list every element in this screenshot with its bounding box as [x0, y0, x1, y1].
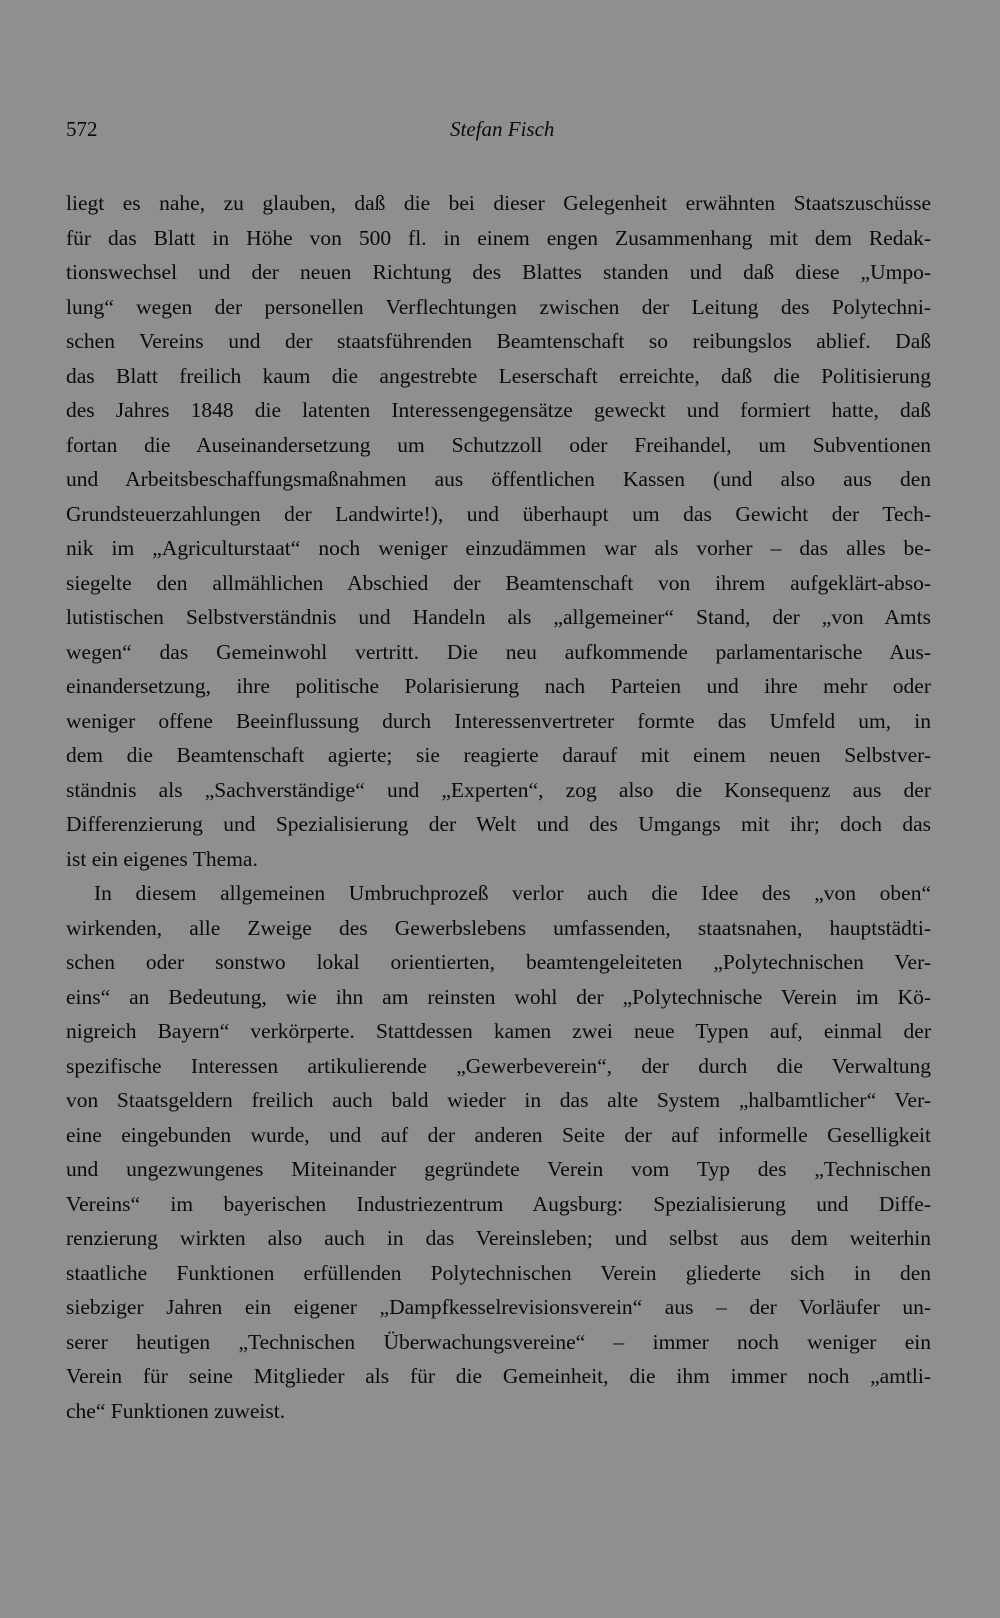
- text-line: nik im „Agriculturstaat“ noch weniger einzudämmen war als vorher – das alles be-: [66, 536, 931, 560]
- text-line: spezifische Interessen artikulierende „Gewerbeverein“, der durch die Verwaltung: [66, 1053, 931, 1078]
- body-text: [66, 186, 931, 1428]
- text-line: schen oder sonstwo lokal orientierten, beamtengeleiteten „Polytechnischen Ver-: [66, 950, 931, 974]
- running-head: [66, 117, 936, 147]
- text-line: wirkenden, alle Zweige des Gewerbslebens umfassenden, staatsnahen, hauptstädti-: [66, 915, 931, 940]
- text-line: Verein für seine Mitglieder als für die Gemeinheit, die ihm immer noch „amtli-: [66, 1364, 931, 1388]
- text-line: eine eingebunden wurde, und auf der anderen Seite der auf informelle Geselligkeit: [66, 1122, 931, 1147]
- text-line: ist ein eigenes Thema.: [66, 846, 258, 871]
- text-line: siebziger Jahren ein eigener „Dampfkesselrevisionsverein“ aus – der Vorläufer un-: [66, 1295, 931, 1319]
- text-line: siegelte den allmählichen Abschied der Beamtenschaft von ihrem aufgeklärt-abso-: [66, 570, 931, 595]
- text-line: und Arbeitsbeschaffungsmaßnahmen aus öffentlichen Kassen (und also aus den: [66, 467, 931, 491]
- text-line: lung“ wegen der personellen Verflechtungen zwischen der Leitung des Polytechni-: [66, 294, 931, 319]
- text-line: fortan die Auseinandersetzung um Schutzzoll oder Freihandel, um Subventionen: [66, 432, 931, 457]
- text-line: renzierung wirkten also auch in das Vereinsleben; und selbst aus dem weiterhin: [66, 1226, 931, 1250]
- text-line: liegt es nahe, zu glauben, daß die bei dieser Gelegenheit erwähnten Staatszuschüsse: [66, 191, 931, 215]
- text-line: das Blatt freilich kaum die angestrebte Leserschaft erreichte, daß die Politisierung: [66, 363, 931, 388]
- text-line: In diesem allgemeinen Umbruchprozeß verlor auch die Idee des „von oben“: [94, 881, 931, 905]
- text-line: serer heutigen „Technischen Überwachungsvereine“ – immer noch weniger ein: [66, 1329, 931, 1354]
- text-line: von Staatsgeldern freilich auch bald wieder in das alte System „halbamtlicher“ Ver-: [66, 1088, 931, 1112]
- running-head-author: Stefan Fisch: [450, 117, 555, 141]
- text-line: einandersetzung, ihre politische Polarisierung nach Parteien und ihre mehr oder: [66, 674, 931, 698]
- text-line: che“ Funktionen zuweist.: [66, 1398, 286, 1423]
- text-line: und ungezwungenes Miteinander gegründete Verein vom Typ des „Technischen: [66, 1157, 931, 1181]
- text-line: ständnis als „Sachverständige“ und „Experten“, zog also die Konsequenz aus der: [66, 777, 931, 802]
- text-line: für das Blatt in Höhe von 500 fl. in einem engen Zusammenhang mit dem Redak-: [66, 225, 931, 250]
- paragraph-2: [66, 876, 931, 1428]
- text-line: Differenzierung und Spezialisierung der Welt und des Umgangs mit ihr; doch das: [66, 812, 931, 836]
- text-line: nigreich Bayern“ verkörperte. Stattdessen kamen zwei neue Typen auf, einmal der: [66, 1019, 931, 1043]
- text-line: weniger offene Beeinflussung durch Interessenvertreter formte das Umfeld um, in: [66, 708, 931, 733]
- text-line: Vereins“ im bayerischen Industriezentrum Augsburg: Spezialisierung und Diffe-: [66, 1191, 931, 1216]
- text-line: dem die Beamtenschaft agierte; sie reagierte darauf mit einem neuen Selbstver-: [66, 743, 931, 767]
- text-line: schen Vereins und der staatsführenden Beamtenschaft so reibungslos ablief. Daß: [66, 329, 931, 353]
- paragraph-1: [66, 186, 931, 876]
- text-line: des Jahres 1848 die latenten Interessengegensätze geweckt und formiert hatte, daß: [66, 398, 931, 422]
- text-line: Grundsteuerzahlungen der Landwirte!), und überhaupt um das Gewicht der Tech-: [66, 501, 931, 526]
- text-line: lutistischen Selbstverständnis und Handeln als „allgemeiner“ Stand, der „von Amts: [66, 605, 931, 629]
- page-number: 572: [66, 117, 98, 141]
- text-line: staatliche Funktionen erfüllenden Polytechnischen Verein gliederte sich in den: [66, 1260, 931, 1285]
- text-line: eins“ an Bedeutung, wie ihn am reinsten wohl der „Polytechnische Verein im Kö-: [66, 984, 931, 1009]
- text-line: wegen“ das Gemeinwohl vertritt. Die neu aufkommende parlamentarische Aus-: [66, 639, 931, 664]
- text-line: tionswechsel und der neuen Richtung des Blattes standen und daß diese „Umpo-: [66, 260, 931, 284]
